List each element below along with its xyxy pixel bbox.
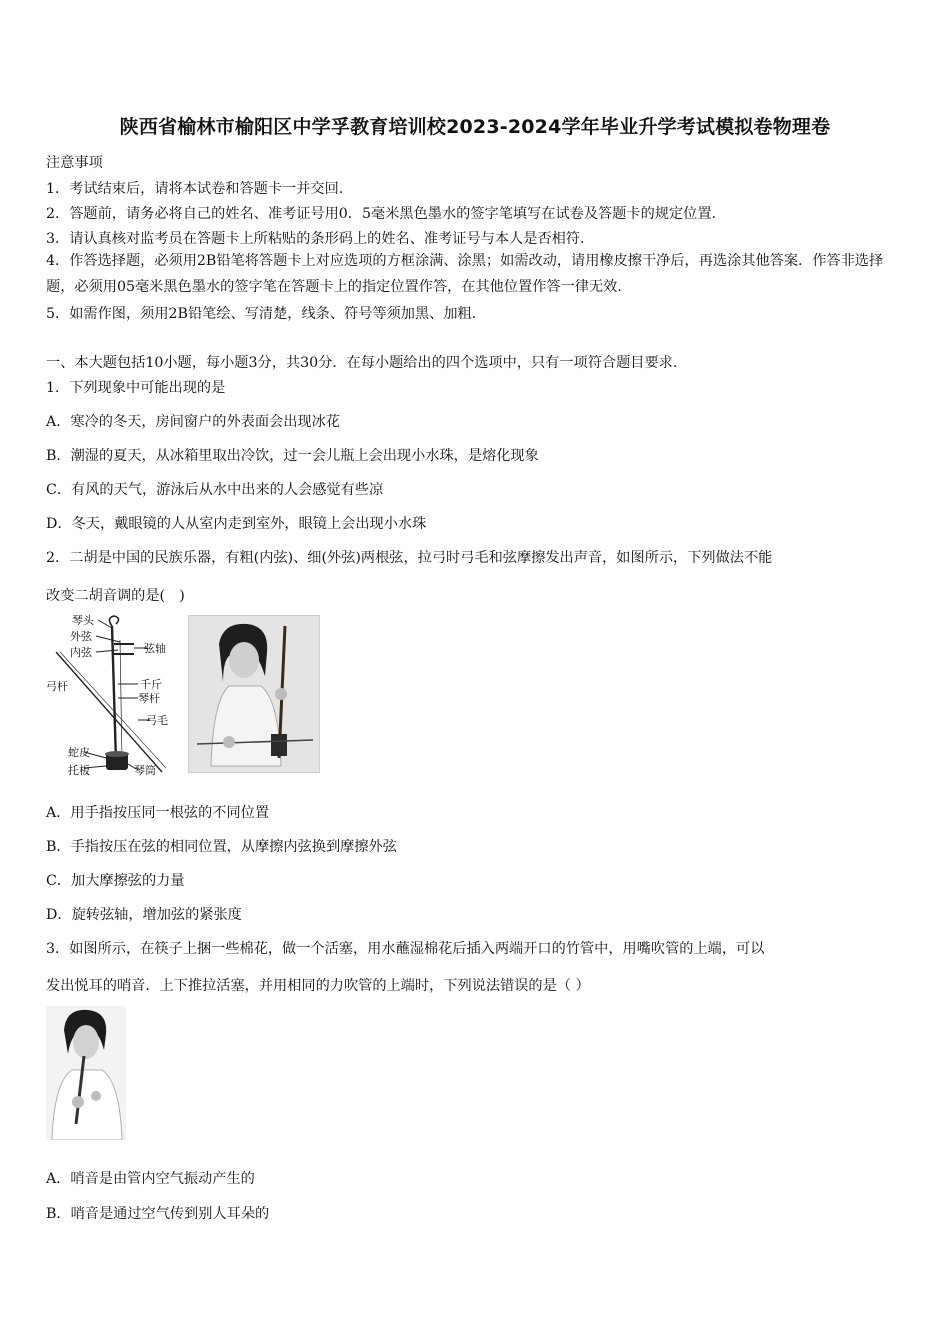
label-shepi: 蛇皮 bbox=[68, 746, 90, 759]
label-qintou: 琴头 bbox=[72, 614, 94, 627]
q2-option-c: C．加大摩擦弦的力量 bbox=[46, 873, 185, 889]
label-gonggan: 弓杆 bbox=[46, 680, 68, 693]
page-title: 陕西省榆林市榆阳区中学孚教育培训校2023-2024学年毕业升学考试模拟卷物理卷 bbox=[119, 116, 831, 138]
notice-item-4: 4．作答选择题，必须用2B铅笔将答题卡上对应选项的方框涂满、涂黑；如需改动，请用橡皮擦干净后，再选涂其他答案．作答非选择题，必须用05毫米黑色墨水的签字笔在答题卡上的指定位置作答，在其他位置作答一律无效. bbox=[46, 253, 884, 295]
q2-option-a: A．用手指按压同一根弦的不同位置 bbox=[46, 805, 270, 821]
notice-item-2: 2．答题前，请务必将自己的姓名、准考证号用0．5毫米黑色墨水的签字笔填写在试卷及答题卡的规定位置. bbox=[46, 206, 717, 222]
q2-stem-line2: 改变二胡音调的是( ) bbox=[46, 588, 185, 604]
erhu-diagram bbox=[46, 612, 178, 782]
label-qingan: 琴杆 bbox=[138, 692, 160, 705]
q2-stem-line1: 2．二胡是中国的民族乐器，有粗(内弦)、细(外弦)两根弦，拉弓时弓毛和弦摩擦发出声音，如图所示，下列做法不能 bbox=[46, 550, 773, 566]
q1-option-b: B．潮湿的夏天，从冰箱里取出冷饮，过一会儿瓶上会出现小水珠，是熔化现象 bbox=[46, 448, 539, 464]
label-qintong: 琴筒 bbox=[134, 764, 156, 777]
notice-item-5: 5．如需作图，须用2B铅笔绘、写清楚，线条、符号等须加黑、加粗. bbox=[46, 306, 477, 322]
q2-option-b: B．手指按压在弦的相同位置，从摩擦内弦换到摩擦外弦 bbox=[46, 839, 397, 855]
notice-item-3: 3．请认真核对监考员在答题卡上所粘贴的条形码上的姓名、准考证号与本人是否相符. bbox=[46, 231, 585, 247]
whistle-girl-photo bbox=[46, 1006, 126, 1140]
q3-stem-line2: 发出悦耳的哨音．上下推拉活塞，并用相同的力吹管的上端时，下列说法错误的是（ ） bbox=[46, 978, 590, 994]
erhu-player-photo bbox=[188, 615, 320, 773]
label-gongmao: 弓毛 bbox=[146, 714, 168, 727]
label-neixian: 内弦 bbox=[70, 646, 92, 659]
label-waixian: 外弦 bbox=[70, 630, 92, 643]
q2-option-d: D．旋转弦轴，增加弦的紧张度 bbox=[46, 907, 242, 923]
q3-option-b: B．哨音是通过空气传到别人耳朵的 bbox=[46, 1206, 270, 1222]
q3-stem-line1: 3．如图所示，在筷子上捆一些棉花，做一个活塞，用水蘸湿棉花后插入两端开口的竹管中，用嘴吹管的上端，可以 bbox=[46, 941, 765, 957]
q1-option-d: D．冬天，戴眼镜的人从室内走到室外，眼镜上会出现小水珠 bbox=[46, 516, 427, 532]
label-qianjin: 千斤 bbox=[140, 678, 162, 691]
label-xianzhou: 弦轴 bbox=[144, 642, 166, 655]
q1-option-c: C．有风的天气，游泳后从水中出来的人会感觉有些凉 bbox=[46, 482, 384, 498]
section-heading: 一、本大题包括10小题，每小题3分，共30分．在每小题给出的四个选项中，只有一项符合题目要求. bbox=[46, 355, 678, 371]
notice-heading: 注意事项 bbox=[46, 155, 103, 171]
notice-item-1: 1．考试结束后，请将本试卷和答题卡一并交回. bbox=[46, 181, 344, 197]
q1-stem: 1．下列现象中可能出现的是 bbox=[46, 380, 226, 396]
label-tuoban: 托板 bbox=[68, 764, 90, 777]
q1-option-a: A．寒冷的冬天，房间窗户的外表面会出现冰花 bbox=[46, 414, 340, 430]
q3-option-a: A．哨音是由管内空气振动产生的 bbox=[46, 1171, 255, 1187]
